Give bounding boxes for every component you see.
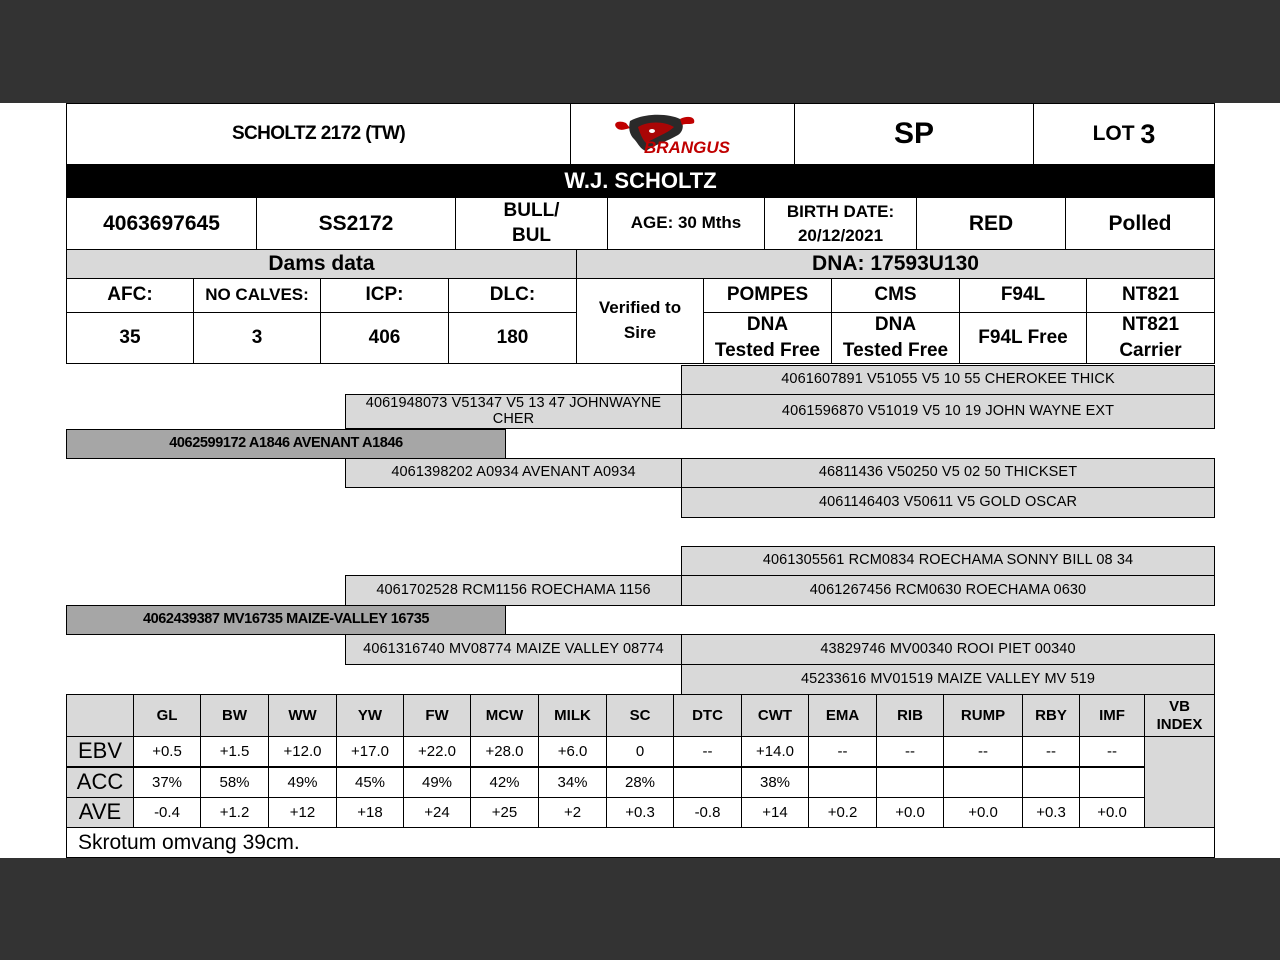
pedigree-dam-dam-dam: 45233616 MV01519 MAIZE VALLEY MV 519 (681, 664, 1215, 695)
dams-header-afc: AFC: (66, 278, 194, 313)
ebv-cell: +0.3 (606, 797, 674, 828)
ebv-cell: 42% (470, 767, 539, 798)
ebv-cell (943, 767, 1023, 798)
pedigree-sire-sire-sire: 4061607891 V51055 V5 10 55 CHEROKEE THICK (681, 365, 1215, 395)
verified-to-sire: Verified to Sire (576, 278, 704, 364)
dams-header-calves: NO CALVES: (193, 278, 321, 313)
ebv-cell: +25 (470, 797, 539, 828)
dna-header-pompes: POMPES (703, 278, 832, 313)
svg-text:BRANGUS: BRANGUS (643, 138, 730, 157)
ebv-header-rby: RBY (1022, 694, 1080, 737)
ebv-header-dtc: DTC (673, 694, 742, 737)
pedigree-sire-dam-sire: 46811436 V50250 V5 02 50 THICKSET (681, 458, 1215, 488)
ebv-cell: -- (808, 736, 877, 767)
ebv-header-blank (66, 694, 134, 737)
dams-header-dlc: DLC: (448, 278, 577, 313)
vb-index-label-line: INDEX (1156, 715, 1203, 733)
ebv-cell: +1.5 (200, 736, 269, 767)
dams-title: Dams data (66, 249, 577, 279)
ebv-cell: -- (943, 736, 1023, 767)
dna-result-line: Tested Free (714, 340, 821, 361)
dna-result-f94l: F94L Free (959, 312, 1087, 364)
dams-header-icp: ICP: (320, 278, 449, 313)
ebv-cell: +12.0 (268, 736, 337, 767)
ebv-cell: 49% (403, 767, 471, 798)
pedigree-sire-sire: 4061948073 V51347 V5 13 47 JOHNWAYNE CHER (345, 394, 682, 429)
dna-result-line: DNA (874, 314, 917, 336)
ebv-cell: +0.0 (876, 797, 944, 828)
ebv-header-ema: EMA (808, 694, 877, 737)
ebv-cell: +17.0 (336, 736, 404, 767)
dams-value-dlc: 180 (448, 312, 577, 364)
pedigree-dam-dam-sire: 43829746 MV00340 ROOI PIET 00340 (681, 634, 1215, 665)
ebv-cell: +28.0 (470, 736, 539, 767)
sex-line1: BULL/ (503, 199, 560, 221)
ebv-cell: +14 (741, 797, 809, 828)
dams-value-afc: 35 (66, 312, 194, 364)
ebv-cell: 45% (336, 767, 404, 798)
dams-value-icp: 406 (320, 312, 449, 364)
dna-result-line: NT821 (1121, 314, 1180, 336)
lot-sheet (0, 103, 1280, 858)
ebv-cell: 58% (200, 767, 269, 798)
ebv-cell: -0.8 (673, 797, 742, 828)
age-cell: AGE: 30 Mths (607, 197, 765, 250)
ebv-cell: +0.2 (808, 797, 877, 828)
pedigree-dam-sire-dam: 4061267456 RCM0630 ROECHAMA 0630 (681, 575, 1215, 606)
ebv-cell (808, 767, 877, 798)
code-cell: SP (794, 103, 1034, 165)
ebv-cell: 49% (268, 767, 337, 798)
ebv-cell: 38% (741, 767, 809, 798)
ebv-cell (876, 767, 944, 798)
ebv-cell: +0.3 (1022, 797, 1080, 828)
ebv-cell: +1.2 (200, 797, 269, 828)
ebv-cell: -0.4 (133, 797, 201, 828)
ebv-cell (1022, 767, 1080, 798)
ebv-cell: +2 (538, 797, 607, 828)
ebv-header-rib: RIB (876, 694, 944, 737)
ebv-header-vb-index (1144, 694, 1215, 737)
breeder-bar: W.J. SCHOLTZ (66, 164, 1215, 198)
pedigree-sire-sire-dam: 4061596870 V51019 V5 10 19 JOHN WAYNE EXT (681, 394, 1215, 429)
ebv-header-fw: FW (403, 694, 471, 737)
vb-index-value (1144, 736, 1215, 828)
sex-line2: BUL (511, 224, 552, 246)
vb-index-label-line: VB (1169, 698, 1190, 716)
color-cell: RED (916, 197, 1066, 250)
polled-cell: Polled (1065, 197, 1215, 250)
ebv-cell: -- (1079, 736, 1145, 767)
dna-result-line: DNA (746, 314, 789, 336)
ebv-header-yw: YW (336, 694, 404, 737)
ebv-header-ww: WW (268, 694, 337, 737)
ebv-row-label: ACC (66, 767, 134, 798)
ebv-header-bw: BW (200, 694, 269, 737)
dams-value-calves: 3 (193, 312, 321, 364)
animal-name: SCHOLTZ 2172 (TW) (66, 103, 571, 165)
ebv-cell: +6.0 (538, 736, 607, 767)
ebv-cell (1079, 767, 1145, 798)
dna-header-nt821: NT821 (1086, 278, 1215, 313)
ebv-cell: +0.0 (943, 797, 1023, 828)
registration-number: 4063697645 (66, 197, 257, 250)
ebv-row-label: AVE (66, 797, 134, 828)
ebv-header-gl: GL (133, 694, 201, 737)
lot-number: 3 (1140, 118, 1156, 149)
birth-date-value: 20/12/2021 (797, 225, 884, 245)
ebv-header-sc: SC (606, 694, 674, 737)
dna-header-cms: CMS (831, 278, 960, 313)
ebv-cell: +14.0 (741, 736, 809, 767)
pedigree-sire: 4062599172 A1846 AVENANT A1846 (66, 429, 506, 459)
pedigree-dam-dam: 4061316740 MV08774 MAIZE VALLEY 08774 (345, 634, 682, 665)
ebv-header-rump: RUMP (943, 694, 1023, 737)
ebv-header-milk: MILK (538, 694, 607, 737)
pedigree-dam-sire: 4061702528 RCM1156 ROECHAMA 1156 (345, 575, 682, 606)
dna-header-f94l: F94L (959, 278, 1087, 313)
ebv-cell: 0 (606, 736, 674, 767)
birth-date-label: BIRTH DATE: (786, 201, 895, 221)
ebv-table (0, 103, 1280, 858)
lot-label: LOT (1092, 122, 1135, 146)
remark: Skrotum omvang 39cm. (66, 827, 1215, 858)
pedigree-dam: 4062439387 MV16735 MAIZE-VALLEY 16735 (66, 605, 506, 635)
pedigree-sire-dam-dam: 4061146403 V50611 V5 GOLD OSCAR (681, 487, 1215, 518)
ebv-header-cwt: CWT (741, 694, 809, 737)
ebv-cell: +0.0 (1079, 797, 1145, 828)
ebv-cell: -- (673, 736, 742, 767)
ebv-cell: +22.0 (403, 736, 471, 767)
pedigree-dam-sire-sire: 4061305561 RCM0834 ROECHAMA SONNY BILL 08 34 (681, 546, 1215, 576)
ebv-cell: -- (876, 736, 944, 767)
dna-title: DNA: 17593U130 (576, 249, 1215, 279)
ebv-cell: 34% (538, 767, 607, 798)
dna-result-line: Carrier (1119, 340, 1182, 361)
animal-id: SS2172 (256, 197, 456, 250)
ebv-header-imf: IMF (1079, 694, 1145, 737)
ebv-cell: +24 (403, 797, 471, 828)
ebv-header-mcw: MCW (470, 694, 539, 737)
ebv-cell: 37% (133, 767, 201, 798)
ebv-row-label: EBV (66, 736, 134, 767)
ebv-cell: +0.5 (133, 736, 201, 767)
ebv-cell (673, 767, 742, 798)
pedigree-sire-dam: 4061398202 A0934 AVENANT A0934 (345, 458, 682, 488)
ebv-cell: +18 (336, 797, 404, 828)
ebv-cell: 28% (606, 767, 674, 798)
ebv-cell: +12 (268, 797, 337, 828)
ebv-cell: -- (1022, 736, 1080, 767)
dna-result-line: Tested Free (842, 340, 949, 361)
